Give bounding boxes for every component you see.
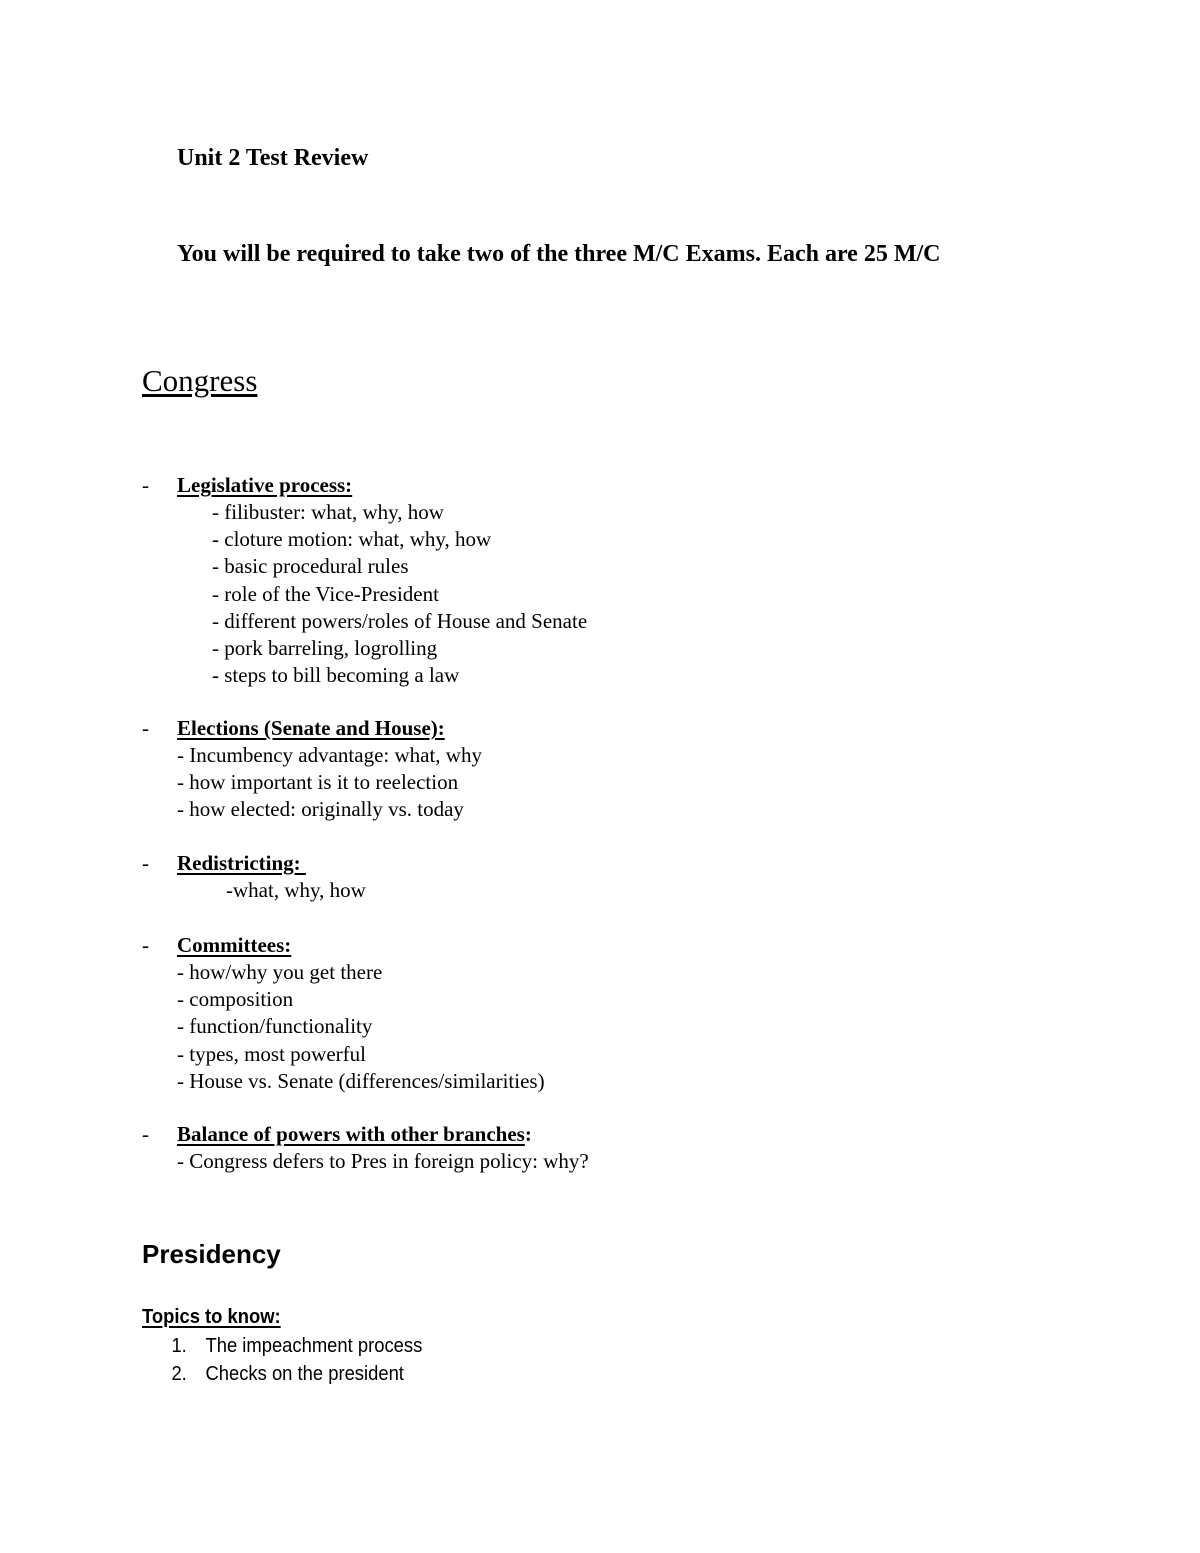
list-item: - basic procedural rules [212, 554, 409, 579]
list-item: - different powers/roles of House and Senate [212, 608, 588, 633]
list-number: 2. [171, 1363, 187, 1385]
bullet-dash: - [142, 716, 149, 740]
presidency-heading: Presidency [142, 1239, 281, 1269]
section-header [142, 932, 545, 959]
list-item: - House vs. Senate (differences/similarities) [177, 1068, 545, 1093]
exam-instructions: You will be required to take two of the three M/C Exams. Each are 25 M/C [177, 241, 941, 267]
bullet-dash: - [142, 851, 149, 875]
section-title-colon: : [524, 1122, 532, 1146]
list-item: - types, most powerful [177, 1041, 366, 1066]
topics-heading: Topics to know: [142, 1306, 281, 1328]
congress-heading: Congress [142, 363, 258, 398]
list-item: - steps to bill becoming a law [212, 663, 460, 688]
list-item: -what, why, how [226, 878, 366, 902]
list-item [142, 1332, 422, 1360]
topics-list [142, 1332, 447, 1388]
section-redistricting [142, 850, 366, 904]
list-item: - composition [177, 987, 294, 1012]
list-item: - pork barreling, logrolling [212, 636, 438, 661]
list-item: - role of the Vice-President [212, 581, 439, 606]
section-title: Elections (Senate and House): [177, 716, 445, 740]
section-header [142, 850, 366, 877]
bullet-dash: - [142, 473, 149, 497]
page-title: Unit 2 Test Review [177, 145, 369, 171]
section-header [142, 472, 587, 499]
section-title: Committees: [177, 933, 292, 957]
list-item: - cloture motion: what, why, how [212, 527, 492, 552]
list-item: - how important is it to reelection [177, 770, 459, 795]
list-item: - filibuster: what, why, how [212, 500, 444, 524]
bullet-dash: - [142, 1122, 149, 1146]
list-item: - how/why you get there [177, 960, 383, 984]
section-balance-of-powers [142, 1121, 589, 1175]
section-title: Balance of powers with other branches [177, 1122, 525, 1146]
section-title: Legislative process: [177, 473, 353, 497]
section-title: Redistricting: [177, 851, 306, 875]
list-item: - how elected: originally vs. today [177, 797, 464, 822]
section-header [142, 715, 482, 742]
list-item [142, 1360, 422, 1388]
list-number: 1. [171, 1335, 187, 1357]
section-elections [142, 715, 482, 824]
section-header [142, 1121, 589, 1148]
topic-text: The impeachment process [205, 1335, 423, 1357]
list-item: - Congress defers to Pres in foreign policy: why? [177, 1149, 589, 1173]
section-committees [142, 932, 545, 1095]
topic-text: Checks on the president [205, 1363, 404, 1385]
section-legislative-process [142, 472, 587, 689]
list-item: - function/functionality [177, 1014, 373, 1039]
bullet-dash: - [142, 933, 149, 957]
list-item: - Incumbency advantage: what, why [177, 743, 482, 767]
